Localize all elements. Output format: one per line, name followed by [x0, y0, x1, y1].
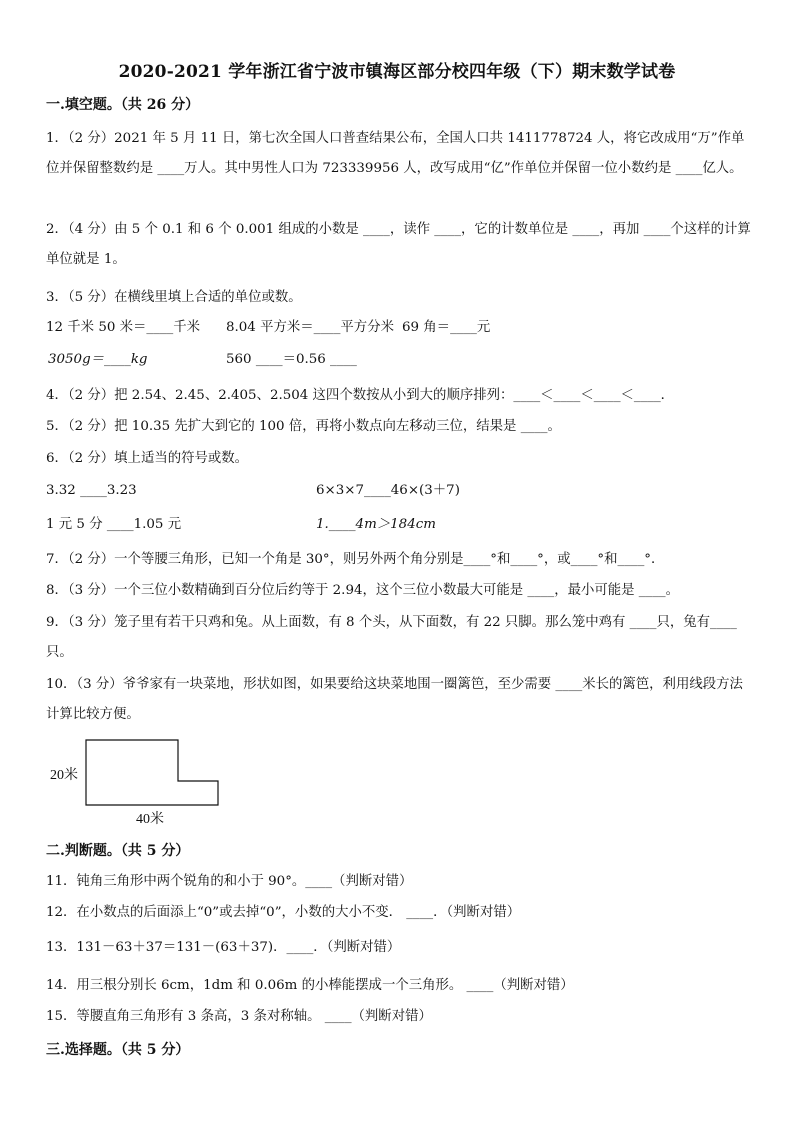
question-13: 13．131－63＋37＝131－(63＋37)．____．（判断对错） — [46, 940, 401, 955]
question-6-item-d: 1.____4m＞184cm — [316, 517, 436, 532]
question-3-item-e: 560 ____＝0.56 ____ — [226, 352, 357, 367]
question-7: 7．（2 分）一个等腰三角形，已知一个角是 30°，则另外两个角分别是____°和____°，或____°和____°． — [46, 552, 665, 567]
question-3-item-c: 69 角＝____元 — [402, 320, 491, 335]
width-label: 40米 — [136, 812, 164, 827]
question-6-item-c: 1 元 5 分 ____1.05 元 — [46, 517, 182, 532]
question-3: 3．（5 分）在横线里填上合适的单位或数。 — [46, 290, 302, 305]
garden-plot-figure — [46, 735, 246, 830]
question-3-item-d: 3050g＝____kg — [48, 352, 148, 367]
question-14: 14．用三根分别长 6cm，1dm 和 0.06m 的小棒能摆成一个三角形。 ____（判断对错） — [46, 978, 574, 993]
section-heading-multiple-choice: 三.选择题。（共 5 分） — [46, 1042, 190, 1058]
page-title: 2020-2021 学年浙江省宁波市镇海区部分校四年级（下）期末数学试卷 — [118, 62, 676, 82]
garden-outline — [86, 740, 218, 805]
question-1: 1．（2 分）2021 年 5 月 11 日，第七次全国人口普查结果公布，全国人口共 1411778724 人，将它改成用“万”作单位并保留整数约是 ____万人。其中男性人口为 723339956 人，改写成用“亿”作单位并保留一位小数约是 ____亿人。 — [46, 131, 745, 176]
question-2: 2．（4 分）由 5 个 0.1 和 6 个 0.001 组成的小数是 ____，读作 ____，它的计数单位是 ____，再加 ____个这样的计算单位就是 1。 — [46, 222, 751, 267]
question-6-item-b: 6×3×7____46×(3＋7) — [316, 483, 460, 498]
question-4: 4．（2 分）把 2.54、2.45、2.405、2.504 这四个数按从小到大的顺序排列：____＜____＜____＜____． — [46, 388, 675, 403]
question-6: 6．（2 分）填上适当的符号或数。 — [46, 451, 249, 466]
height-label: 20米 — [50, 768, 78, 783]
question-11: 11．钝角三角形中两个锐角的和小于 90°。____（判断对错） — [46, 874, 413, 889]
question-15: 15．等腰直角三角形有 3 条高，3 条对称轴。 ____（判断对错） — [46, 1009, 432, 1024]
question-10: 10．（3 分）爷爷家有一块菜地，形状如图，如果要给这块菜地围一圈篱笆，至少需要 ____米长的篱笆，利用线段方法计算比较方便。 — [46, 677, 743, 722]
question-8: 8．（3 分）一个三位小数精确到百分位后约等于 2.94，这个三位小数最大可能是 ____，最小可能是 ____。 — [46, 583, 679, 598]
question-5: 5．（2 分）把 10.35 先扩大到它的 100 倍，再将小数点向左移动三位，结果是 ____。 — [46, 419, 561, 434]
question-3-item-a: 12 千米 50 米＝____千米 — [46, 320, 200, 335]
question-3-item-b: 8.04 平方米＝____平方分米 — [226, 320, 394, 335]
question-9: 9．（3 分）笼子里有若干只鸡和兔。从上面数，有 8 个头，从下面数，有 22 只脚。那么笼中鸡有 ____只，兔有____只。 — [46, 615, 737, 660]
question-6-item-a: 3.32 ____3.23 — [46, 483, 137, 498]
question-12: 12．在小数点的后面添上“0”或去掉“0”，小数的大小不变． ____．（判断对错） — [46, 905, 521, 920]
section-heading-fill-blank: 一.填空题。（共 26 分） — [46, 97, 200, 113]
section-heading-true-false: 二.判断题。（共 5 分） — [46, 843, 190, 859]
